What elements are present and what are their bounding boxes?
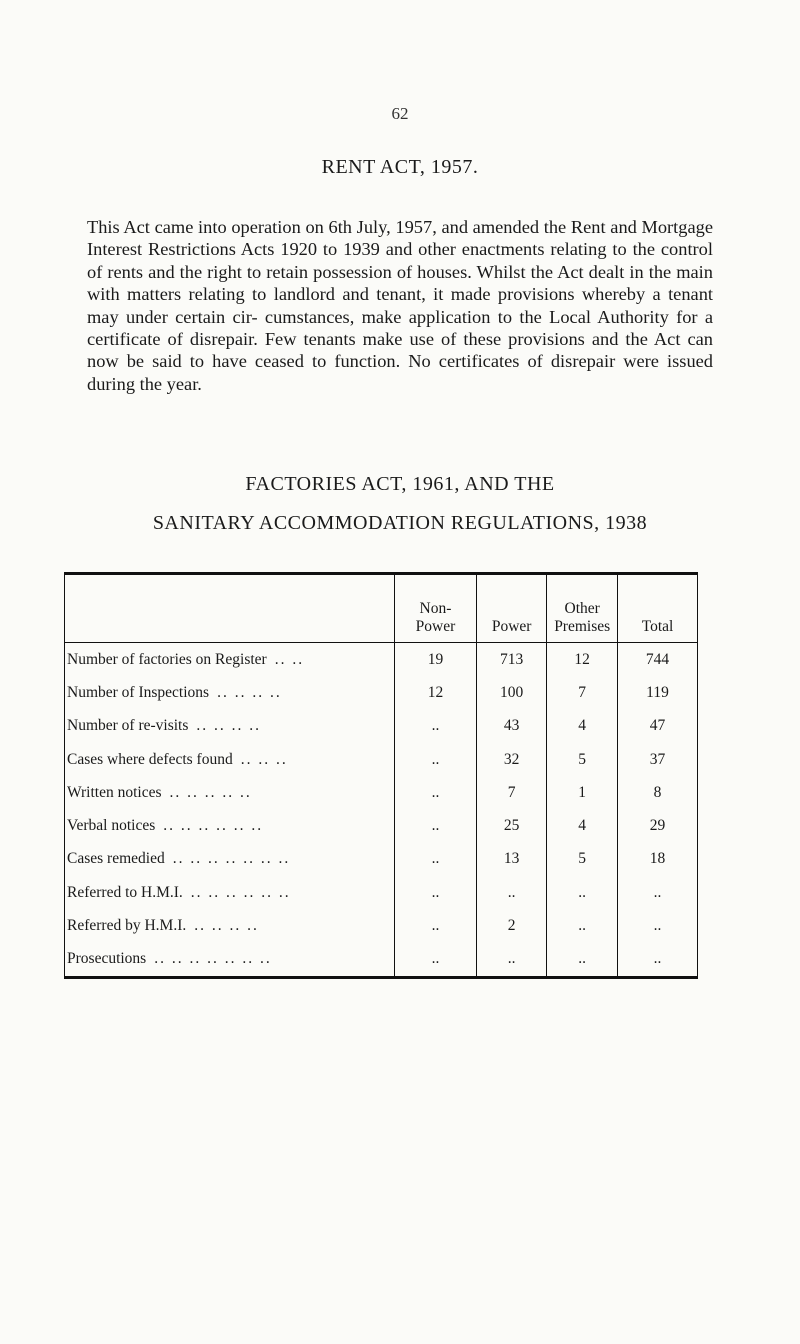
cell-power: 2 <box>477 909 547 942</box>
cell-non-power: .. <box>394 943 476 978</box>
row-leader: .. .. .. .. <box>196 717 262 735</box>
page-number: 62 <box>391 104 409 123</box>
cell-total: 8 <box>618 776 698 809</box>
cell-total: 29 <box>618 809 698 842</box>
rent-act-paragraph: This Act came into operation on 6th July, 1957, and amended the Rent and Mortgage Interest Restrictions Acts 1920 to 1939 and other enactments relating to the control of rents and the right to retain possession of houses. Whilst the Act dealt in the main with matters relating to landlord and tenant, it made provisions whereby a tenant may under certain cir- cumstances, make application to the Local Authority for a certificate of disrepair. Few tenants make use of these provisions and the Act can now be said to have ceased to function. No certificates of disrepair were issued during the year. <box>87 217 713 394</box>
cell-power: 13 <box>477 843 547 876</box>
sanitary-regulations-heading: SANITARY ACCOMMODATION REGULATIONS, 1938 <box>152 512 648 534</box>
cell-other: 12 <box>547 643 618 677</box>
cell-non-power: 12 <box>394 676 476 709</box>
row-label <box>65 710 395 743</box>
row-label <box>65 643 395 677</box>
header-other-premises: Other Premises <box>547 574 618 643</box>
row-label-text: Number of Inspections <box>67 683 210 701</box>
row-label-text: Cases where defects found <box>67 750 233 768</box>
cell-power: .. <box>477 876 547 909</box>
row-label-text: Cases remedied <box>67 850 165 868</box>
table-row <box>65 943 698 978</box>
cell-total: 18 <box>618 843 698 876</box>
row-leader: .. .. .. .. <box>194 917 259 935</box>
cell-total: .. <box>618 876 698 909</box>
cell-power: .. <box>477 943 547 978</box>
row-label-text: Verbal notices <box>67 817 156 835</box>
cell-non-power: .. <box>394 909 476 942</box>
table-row <box>65 809 698 842</box>
row-leader: .. .. <box>274 650 305 668</box>
rent-act-heading: RENT ACT, 1957. <box>321 156 479 178</box>
cell-power: 43 <box>477 710 547 743</box>
row-label-text: Number of factories on Register <box>67 650 267 668</box>
factories-act-heading: FACTORIES ACT, 1961, AND THE <box>245 473 555 495</box>
cell-non-power: .. <box>394 776 476 809</box>
row-label <box>65 909 395 942</box>
factories-statistics-table <box>64 572 698 979</box>
row-leader: .. .. .. .. .. .. .. <box>172 850 291 868</box>
cell-other: 4 <box>547 710 618 743</box>
row-leader: .. .. .. .. .. <box>169 783 252 801</box>
cell-total: 37 <box>618 743 698 776</box>
row-leader: .. .. .. .. <box>217 683 282 701</box>
table-row <box>65 676 698 709</box>
row-label <box>65 943 395 978</box>
row-leader: .. .. .. .. .. .. <box>163 817 264 835</box>
row-label <box>65 843 395 876</box>
cell-non-power: 19 <box>394 643 476 677</box>
table-row <box>65 909 698 942</box>
header-non-power: Non- Power <box>394 574 476 643</box>
table-row <box>65 743 698 776</box>
row-leader: .. .. .. <box>240 750 288 768</box>
cell-other: 5 <box>547 743 618 776</box>
table-row <box>65 876 698 909</box>
row-label <box>65 809 395 842</box>
cell-other: 7 <box>547 676 618 709</box>
table-row <box>65 843 698 876</box>
row-label-text: Number of re-visits <box>67 717 189 735</box>
row-label-text: Prosecutions <box>67 950 147 968</box>
cell-power: 100 <box>477 676 547 709</box>
row-label <box>65 776 395 809</box>
cell-total: 744 <box>618 643 698 677</box>
row-label-text: Referred to H.M.I. <box>67 883 183 901</box>
cell-power: 32 <box>477 743 547 776</box>
cell-non-power: .. <box>394 843 476 876</box>
cell-non-power: .. <box>394 876 476 909</box>
cell-power: 7 <box>477 776 547 809</box>
header-power: Power <box>477 574 547 643</box>
cell-other: .. <box>547 909 618 942</box>
table-row <box>65 710 698 743</box>
row-label <box>65 876 395 909</box>
cell-other: 4 <box>547 809 618 842</box>
cell-total: .. <box>618 909 698 942</box>
cell-non-power: .. <box>394 743 476 776</box>
header-label <box>65 574 395 643</box>
row-label <box>65 676 395 709</box>
cell-total: .. <box>618 943 698 978</box>
row-label-text: Referred by H.M.I. <box>67 917 187 935</box>
row-label-text: Written notices <box>67 783 162 801</box>
row-label <box>65 743 395 776</box>
cell-other: 5 <box>547 843 618 876</box>
cell-total: 47 <box>618 710 698 743</box>
cell-other: .. <box>547 943 618 978</box>
cell-power: 25 <box>477 809 547 842</box>
header-total: Total <box>618 574 698 643</box>
table-row <box>65 776 698 809</box>
cell-other: 1 <box>547 776 618 809</box>
cell-non-power: .. <box>394 809 476 842</box>
table-header-row <box>65 574 698 643</box>
row-leader: .. .. .. .. .. .. <box>190 883 291 901</box>
cell-power: 713 <box>477 643 547 677</box>
cell-non-power: .. <box>394 710 476 743</box>
table-row <box>65 643 698 677</box>
cell-other: .. <box>547 876 618 909</box>
cell-total: 119 <box>618 676 698 709</box>
row-leader: .. .. .. .. .. .. .. <box>154 950 272 968</box>
